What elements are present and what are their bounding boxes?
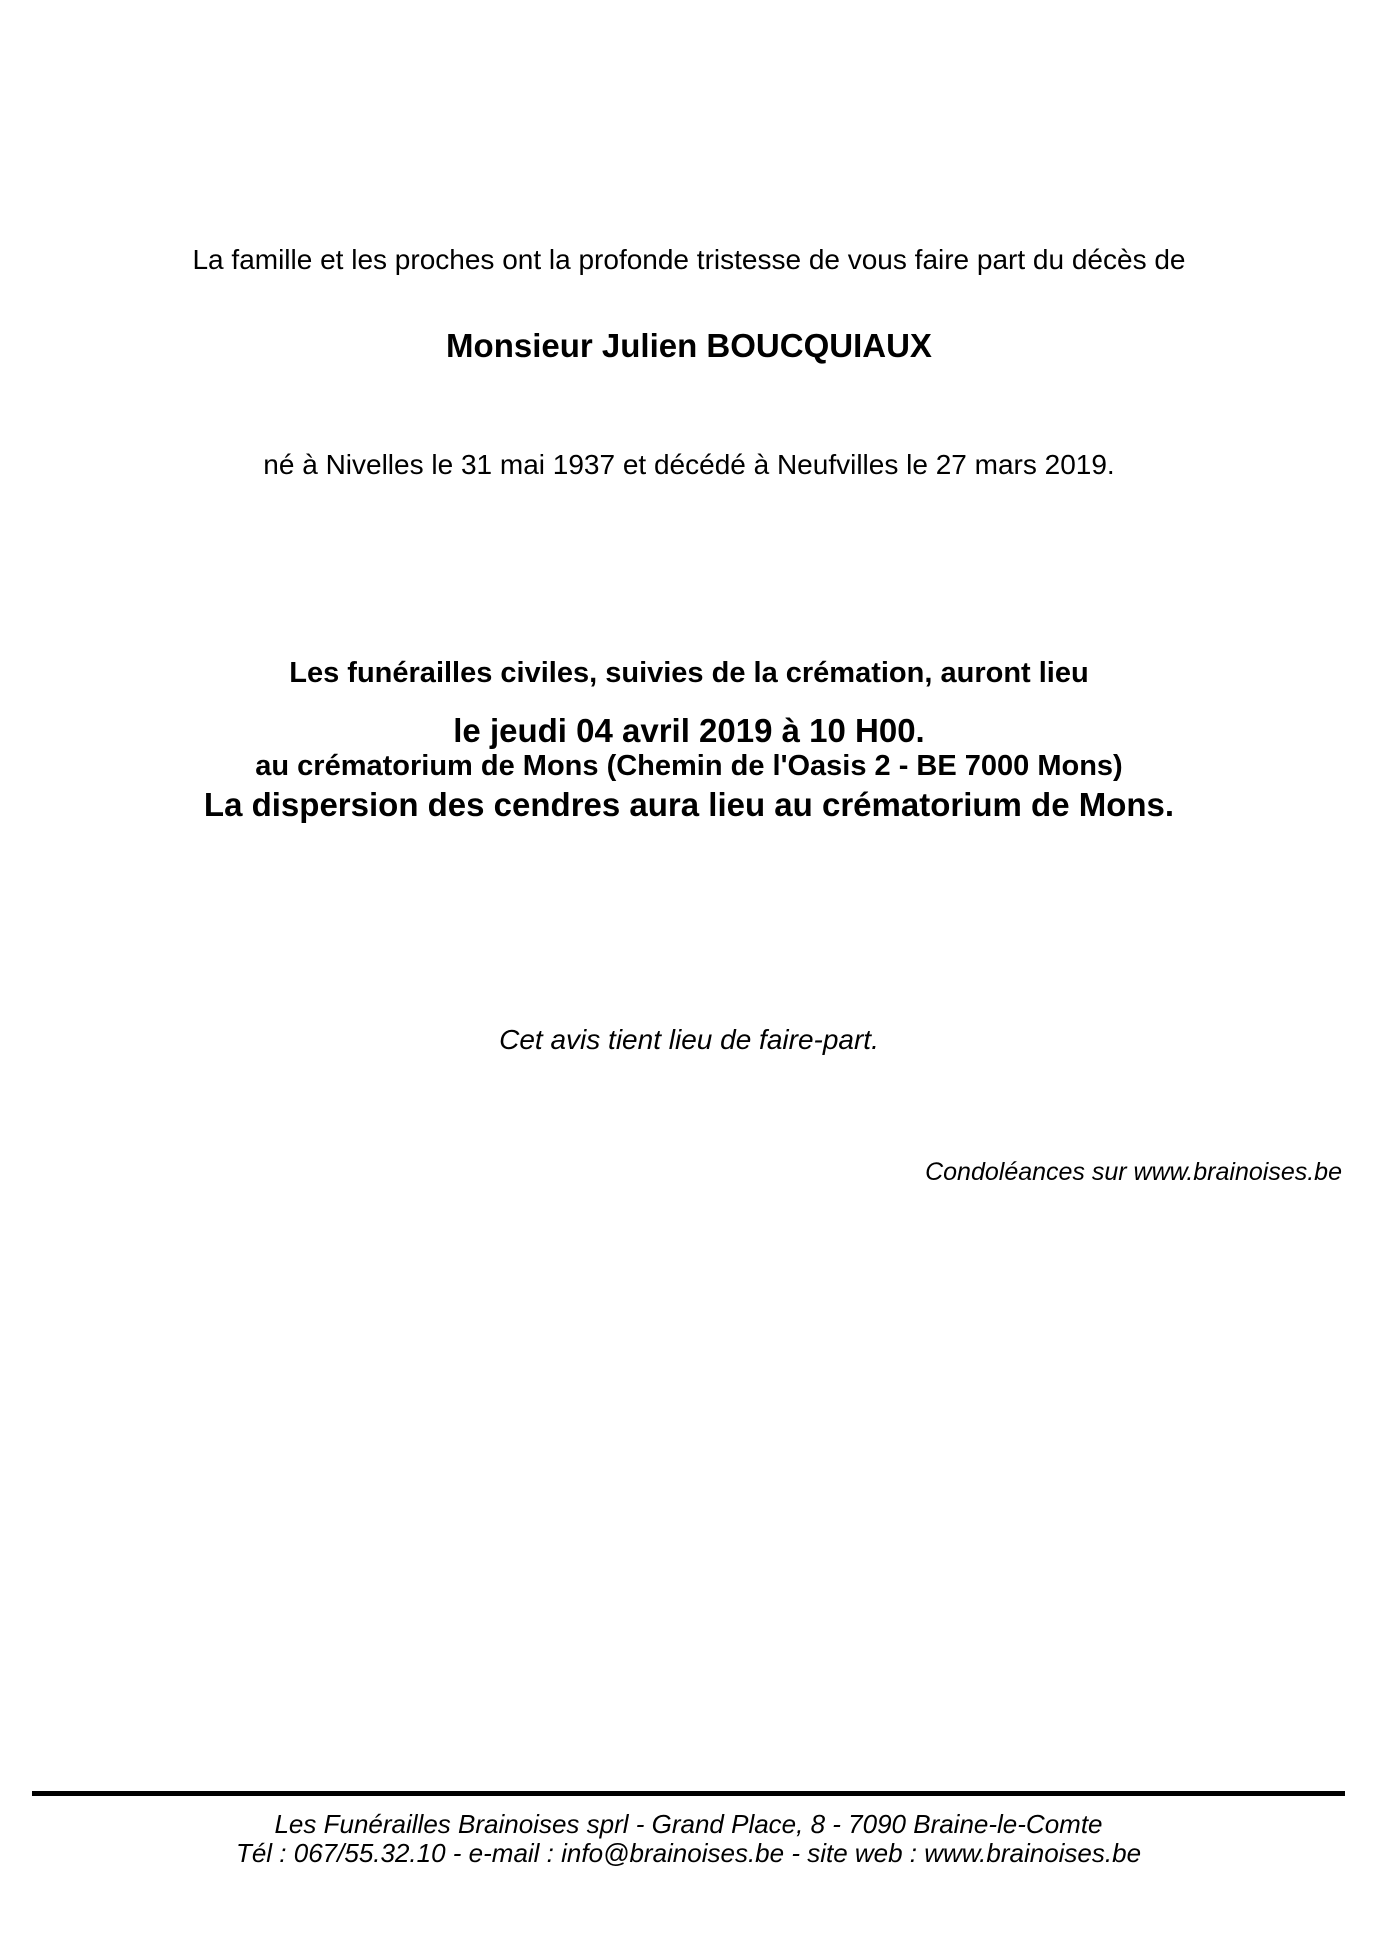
ceremony-datetime: le jeudi 04 avril 2019 à 10 H00. [453, 712, 925, 749]
footer-contact-line: Tél : 067/55.32.10 - e-mail : info@brainoises.be - site web : www.brainoises.be [235, 1838, 1142, 1868]
legal-notice-line: Cet avis tient lieu de faire-part. [499, 1024, 879, 1055]
ashes-dispersion-line: La dispersion des cendres aura lieu au crématorium de Mons. [203, 786, 1175, 823]
intro-line: La famille et les proches ont la profonde tristesse de vous faire part du décès de [192, 244, 1186, 275]
footer-divider [32, 1791, 1345, 1796]
ceremony-line-1: Les funérailles civiles, suivies de la crémation, auront lieu [289, 657, 1089, 689]
condolences-line: Condoléances sur www.brainoises.be [925, 1158, 1342, 1186]
footer [32, 1810, 1345, 1868]
deceased-name: Monsieur Julien BOUCQUIAUX [446, 327, 932, 364]
ceremony-line-2: au crématorium de Mons (Chemin de l'Oasis 2 - BE 7000 Mons) [255, 750, 1123, 782]
birth-death-line: né à Nivelles le 31 mai 1937 et décédé à Neufvilles le 27 mars 2019. [263, 449, 1115, 480]
footer-company-line: Les Funérailles Brainoises sprl - Grand Place, 8 - 7090 Braine-le-Comte [274, 1809, 1103, 1839]
